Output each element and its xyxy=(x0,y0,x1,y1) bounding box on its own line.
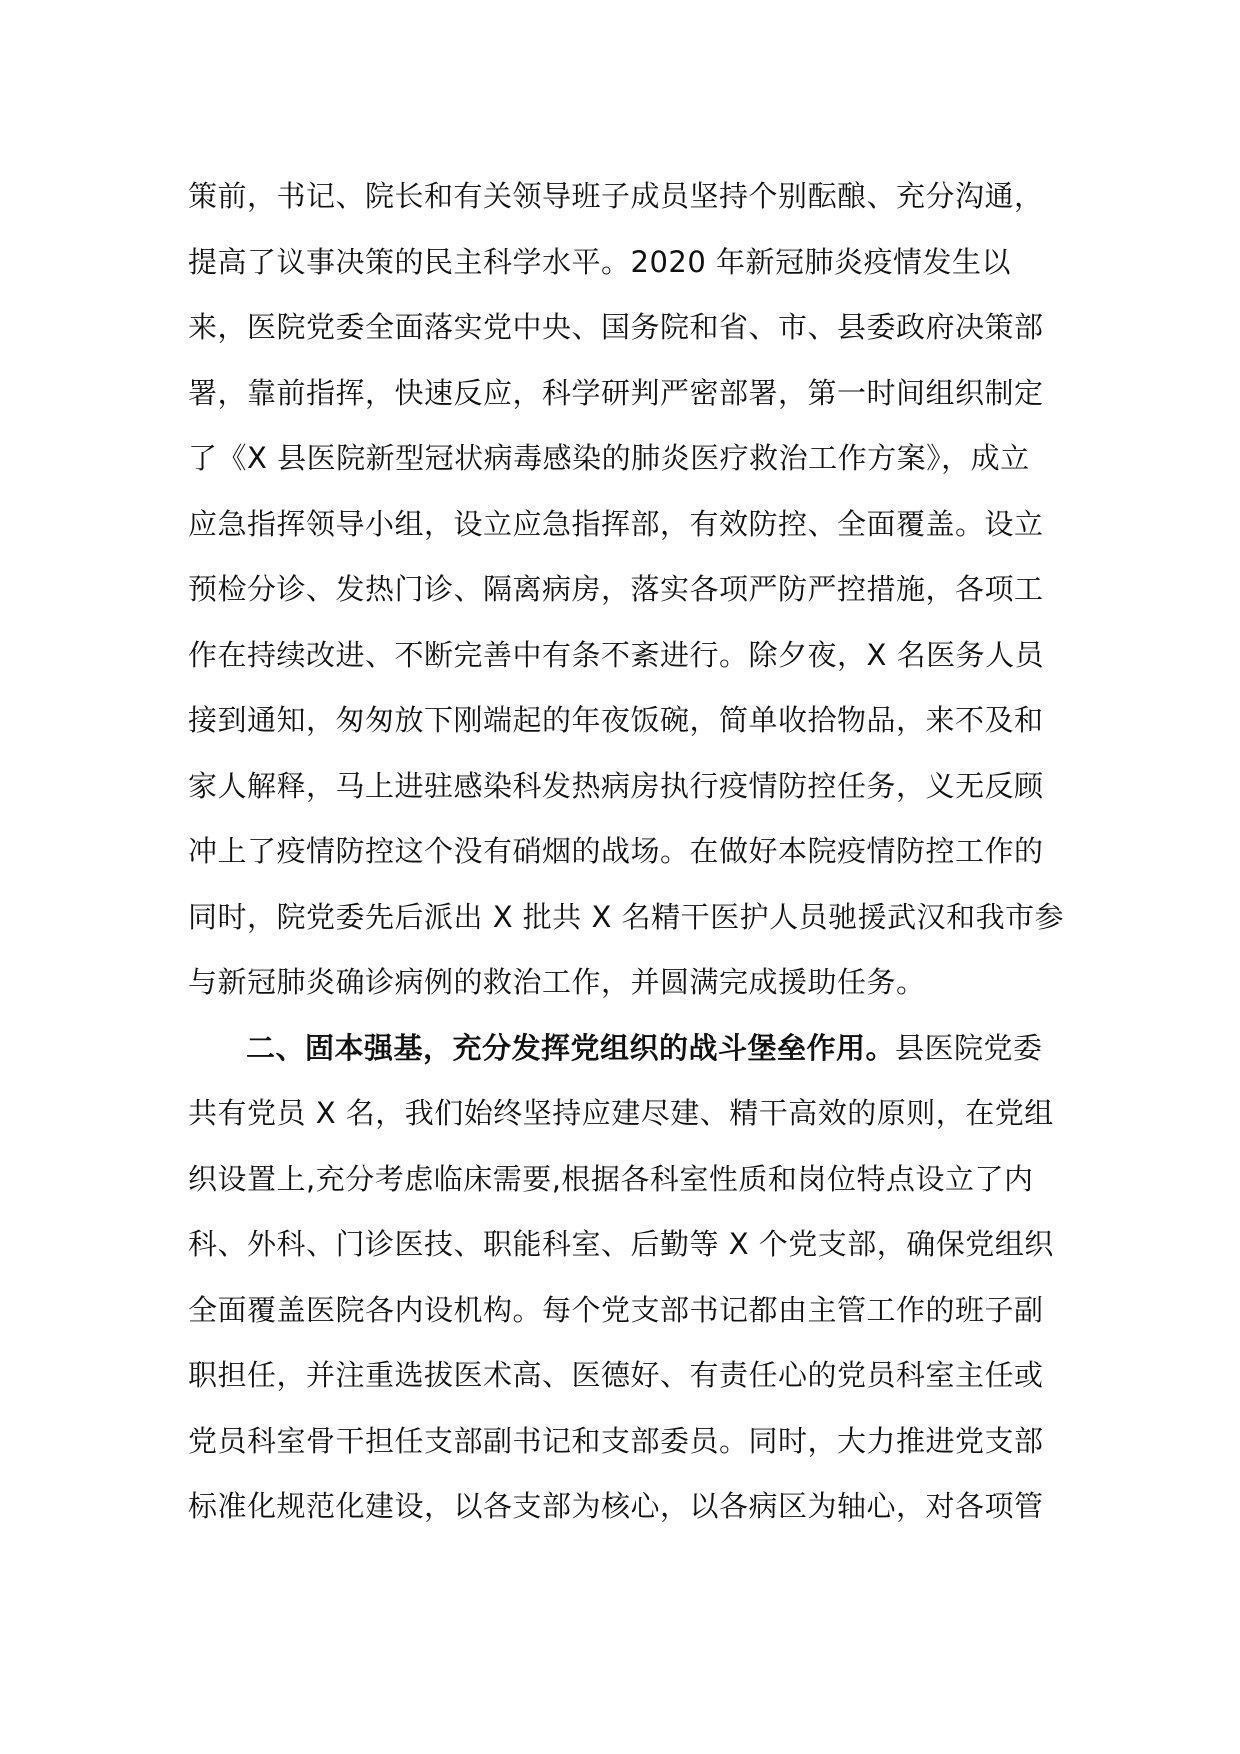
text-line: 职担任，并注重选拔医术高、医德好、有责任心的党员科室主任或 xyxy=(188,1358,1044,1392)
text-line: 来，医院党委全面落实党中央、国务院和省、市、县委政府决策部 xyxy=(188,310,1044,344)
section-heading-line xyxy=(188,1026,1068,1092)
text-line: 党员科室骨干担任支部副书记和支部委员。同时，大力推进党支部 xyxy=(188,1423,1044,1458)
text-line: 共有党员 X 名，我们始终坚持应建尽建、精干高效的原则，在党组 xyxy=(188,1096,1054,1130)
text-line: 署，靠前指挥，快速反应，科学研判严密部署，第一时间组织制定 xyxy=(188,375,1044,410)
text-line: 家人解释，马上进驻感染科发热病房执行疫情防控任务，义无反顾 xyxy=(188,768,1044,803)
text-line: 同时，院党委先后派出 X 批共 X 名精干医护人员驰援武汉和我市参 xyxy=(188,899,1065,934)
text-line: 全面覆盖医院各内设机构。每个党支部书记都由主管工作的班子副 xyxy=(188,1292,1044,1327)
text-line: 了《X 县医院新型冠状病毒感染的肺炎医疗救治工作方案》，成立 xyxy=(188,441,1030,475)
text-line: 标准化规范化建设，以各支部为核心，以各病区为轴心，对各项管 xyxy=(188,1489,1044,1523)
heading-line-text: 县医院党委 xyxy=(895,1030,1043,1065)
document-body xyxy=(188,174,1068,1550)
paragraph-covid-response xyxy=(188,174,1068,1026)
text-line: 接到通知，匆匆放下刚端起的年夜饭碗，简单收拾物品，来不及和 xyxy=(188,703,1044,737)
text-line: 策前，书记、院长和有关领导班子成员坚持个别酝酿、充分沟通， xyxy=(188,179,1044,213)
paragraph-party-organization xyxy=(188,1026,1068,1550)
text-line: 提高了议事决策的民主科学水平。2020 年新冠肺炎疫情发生以 xyxy=(188,244,1012,279)
text-line: 预检分诊、发热门诊、隔离病房，落实各项严防严控措施，各项工 xyxy=(188,572,1044,606)
text-line: 科、外科、门诊医技、职能科室、后勤等 X 个党支部，确保党组织 xyxy=(188,1227,1054,1261)
text-line: 织设置上,充分考虑临床需要,根据各科室性质和岗位特点设立了内 xyxy=(188,1161,1034,1196)
section-heading: 二、固本强基，充分发挥党组织的战斗堡垒作用。 xyxy=(246,1030,896,1065)
text-line: 作在持续改进、不断完善中有条不紊进行。除夕夜，X 名医务人员 xyxy=(188,637,1045,672)
text-line: 与新冠肺炎确诊病例的救治工作，并圆满完成援助任务。 xyxy=(188,965,926,999)
text-line: 冲上了疫情防控这个没有硝烟的战场。在做好本院疫情防控工作的 xyxy=(188,834,1044,868)
text-line: 应急指挥领导小组，设立应急指挥部，有效防控、全面覆盖。设立 xyxy=(188,506,1044,541)
